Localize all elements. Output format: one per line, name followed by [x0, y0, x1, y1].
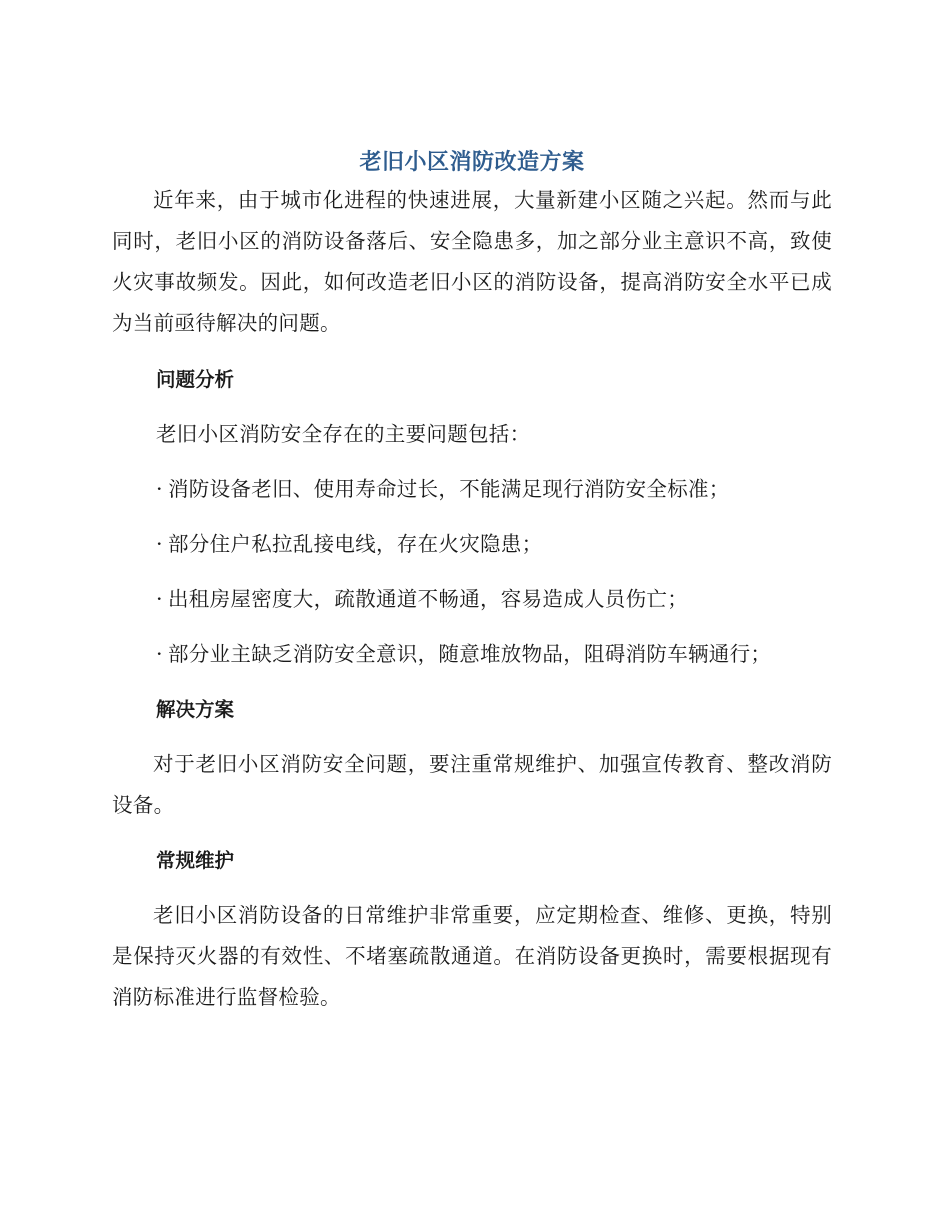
bullet-icon: · [156, 587, 163, 611]
section-heading-solution: 解决方案 [156, 698, 235, 721]
document-page [112, 146, 832, 1018]
document-title: 老旧小区消防改造方案 [359, 150, 585, 175]
intro-paragraph: 近年来，由于城市化进程的快速进展，大量新建小区随之兴起。然而与此同时，老旧小区的消防设备落后、安全隐患多，加之部分业主意识不高，致使火灾事故频发。因此，如何改造老旧小区的消防设备，提高消防安全水平已成为当前亟待解决的问题。 [112, 188, 832, 335]
list-item [112, 524, 832, 565]
maintenance-paragraph: 老旧小区消防设备的日常维护非常重要，应定期检查、维修、更换，特别是保持灭火器的有效性、不堵塞疏散通道。在消防设备更换时，需要根据现有消防标准进行监督检验。 [112, 903, 832, 1009]
list-item-text: 部分业主缺乏消防安全意识，随意堆放物品，阻碍消防车辆通行； [168, 642, 772, 666]
list-item [112, 469, 832, 510]
list-item [112, 634, 832, 675]
list-item-text: 部分住户私拉乱接电线，存在火灾隐患； [168, 532, 543, 556]
solution-paragraph: 对于老旧小区消防安全问题，要注重常规维护、加强宣传教育、整改消防设备。 [112, 752, 832, 817]
section-heading-problem-analysis: 问题分析 [156, 368, 235, 391]
problem-lead-text: 老旧小区消防安全存在的主要问题包括： [156, 422, 531, 446]
section-heading-routine-maintenance: 常规维护 [156, 849, 235, 872]
list-item [112, 579, 832, 620]
list-item-text: 消防设备老旧、使用寿命过长，不能满足现行消防安全标准； [168, 477, 730, 501]
bullet-icon: · [156, 642, 163, 666]
list-item-text: 出租房屋密度大，疏散通道不畅通，容易造成人员伤亡； [168, 587, 688, 611]
bullet-icon: · [156, 532, 163, 556]
bullet-icon: · [156, 477, 163, 501]
